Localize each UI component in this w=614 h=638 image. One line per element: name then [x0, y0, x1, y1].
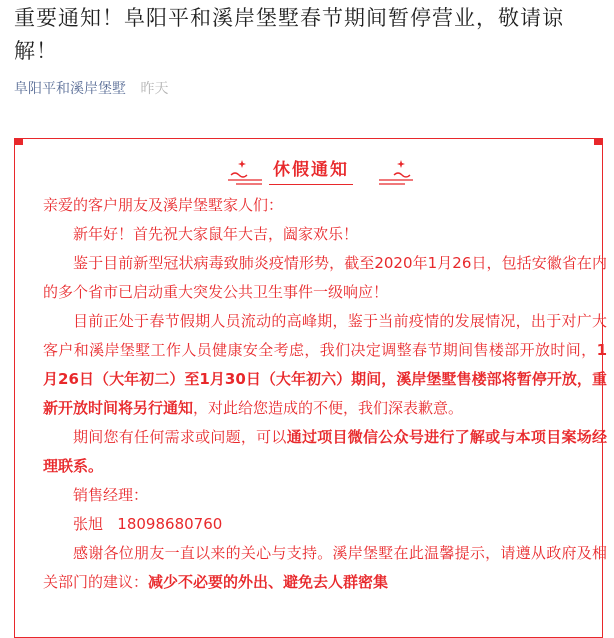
contact-method-bold: 通过项目微信公众号进行了解或与本项目案场经理联系。 — [43, 428, 607, 475]
notice-body — [43, 191, 607, 597]
new-year-greeting: 新年好！首先祝大家鼠年大吉，阖家欢乐！ — [73, 225, 359, 243]
thanks-text: 感谢各位朋友一直以来的关心与支持。溪岸堡墅在此温馨提示，请遵从政府及相关部门的建议： — [43, 544, 607, 591]
contact-text-intro: 期间您有任何需求或问题，可以 — [73, 428, 287, 446]
notice-title-underline — [269, 184, 353, 185]
closure-text-intro: 目前正处于春节假期人员流动的高峰期，鉴于当前疫情的发展情况，出于对广大客户和溪岸堡墅工作人员健康安全考虑，我们决定调整春节期间售楼部开放时间， — [43, 312, 607, 359]
notice-frame — [14, 138, 607, 638]
contact-paragraph — [43, 423, 607, 481]
notice-title: 休假通知 — [273, 160, 349, 180]
closure-text-apology: ，对此给您造成的不便，我们深表歉意。 — [193, 399, 464, 417]
manager-label: 销售经理： — [73, 486, 149, 504]
cloud-swirl-icon-left — [227, 160, 263, 186]
closure-dates-bold: 1月26日（大年初二）至1月30日（大年初六）期间，溪岸堡墅售楼部将暂停开放，重新开放时间将另行通知 — [43, 341, 607, 417]
publish-date: 昨天 — [140, 81, 169, 97]
greeting-line: 亲爱的客户朋友及溪岸堡墅家人们： — [43, 196, 284, 214]
article-meta — [14, 80, 168, 98]
article-title: 重要通知！阜阳平和溪岸堡墅春节期间暂停营业，敬请谅解！ — [14, 6, 564, 63]
advice-bold: 减少不必要的外出、避免去人群密集 — [148, 573, 389, 591]
thanks-paragraph — [43, 539, 607, 597]
notice-header — [15, 152, 602, 192]
epidemic-paragraph: 鉴于目前新型冠状病毒致肺炎疫情形势，截至2020年1月26日，包括安徽省在内的多个省市已启动重大突发公共卫生事件一级响应！ — [43, 254, 607, 301]
manager-contact: 张旭 18098680760 — [73, 515, 223, 533]
cloud-swirl-icon-right — [378, 160, 414, 186]
frame-corner-right — [594, 138, 603, 145]
frame-corner-left — [14, 138, 23, 145]
closure-paragraph — [43, 307, 607, 423]
account-name-link[interactable]: 阜阳平和溪岸堡墅 — [14, 81, 126, 97]
